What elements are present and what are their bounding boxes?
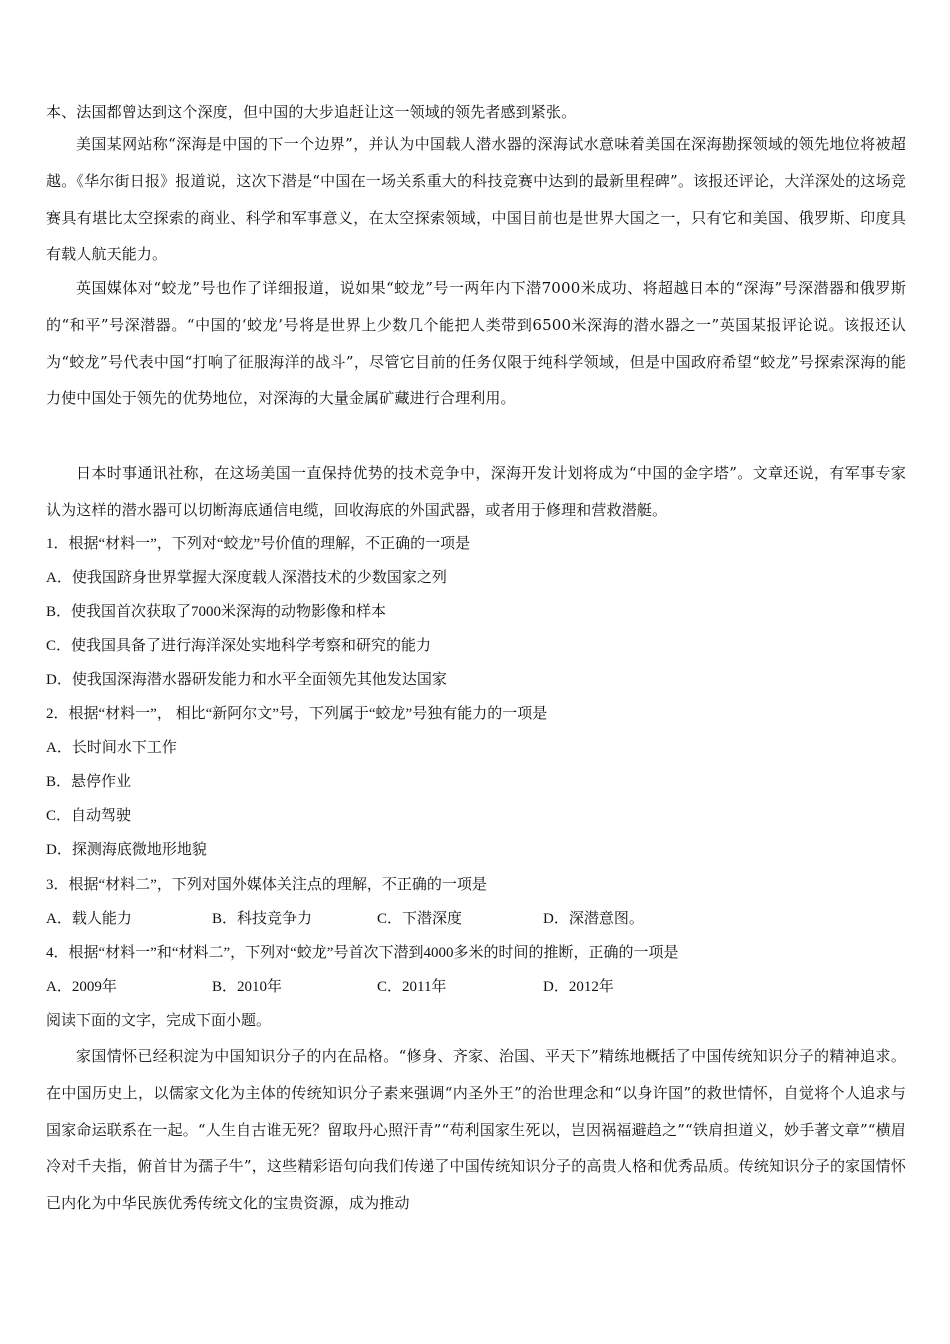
question-4-option-c[interactable]: C．2011年 <box>377 979 447 995</box>
question-4-stem: 4．根据“材料一”和“材料二”，下列对“蛟龙”号首次下潜到4000多米的时间的推断，正确的一项是 <box>46 945 679 961</box>
question-4-options <box>46 970 916 1004</box>
material-two-paragraph-0: 本、法国都曾达到这个深度，但中国的大步追赶让这一领域的领先者感到紧张。 <box>46 103 577 121</box>
question-3-option-b[interactable]: B．科技竞争力 <box>212 911 313 927</box>
question-3-stem: 3．根据“材料二”，下列对国外媒体关注点的理解，不正确的一项是 <box>46 877 487 893</box>
question-4-option-d[interactable]: D．2012年 <box>543 979 614 995</box>
reading-intro: 阅读下面的文字，完成下面小题。 <box>46 1013 272 1029</box>
question-1-option-b[interactable]: B．使我国首次获取了7000米深海的动物影像和样本 <box>46 604 387 620</box>
question-2-option-c[interactable]: C．自动驾驶 <box>46 808 132 824</box>
question-2-option-d[interactable]: D．探测海底微地形地貌 <box>46 842 207 858</box>
question-3-option-c[interactable]: C．下潜深度 <box>377 911 463 927</box>
material-two-paragraph-2: 英国媒体对“蛟龙”号也作了详细报道，说如果“蛟龙”号一两年内下潜7000米成功、将超越日本的“深海”号深潜器和俄罗斯的“和平”号深潜器。“中国的‘蛟龙’号将是世界上少数几个能把人类带到6500米深海的潜水器之一”英国某报评论说。该报还认为“蛟龙”号代表中国“打响了征服海洋的战斗”，尽管它目前的任务仅限于纯科学领域，但是中国政府希望“蛟龙”号探索深海的能力使中国处于领先的优势地位，对深海的大量金属矿藏进行合理利用。 <box>46 279 906 408</box>
question-2-stem: 2．根据“材料一”， 相比“新阿尔文”号，下列属于“蛟龙”号独有能力的一项是 <box>46 706 548 722</box>
passage-paragraph-1: 家国情怀已经积淀为中国知识分子的内在品格。“修身、齐家、治国、平天下”精练地概括了中国传统知识分子的精神追求。在中国历史上，以儒家文化为主体的传统知识分子素来强调“内圣外王”的治世理念和“以身许国”的救世情怀，自觉将个人追求与国家命运联系在一起。“人生自古谁无死？留取丹心照汗青”“苟利国家生死以，岂因祸福避趋之”“铁肩担道义，妙手著文章”“横眉冷对千夫指，俯首甘为孺子牛”，这些精彩语句向我们传递了中国传统知识分子的高贵人格和优秀品质。传统知识分子的家国情怀已内化为中华民族优秀传统文化的宝贵资源，成为推动 <box>46 1047 906 1213</box>
question-2-option-a[interactable]: A．长时间水下工作 <box>46 740 177 756</box>
question-2-option-b[interactable]: B．悬停作业 <box>46 774 132 790</box>
material-two-paragraph-3: 日本时事通讯社称，在这场美国一直保持优势的技术竞争中，深海开发计划将成为“中国的金字塔”。文章还说，有军事专家认为这样的潜水器可以切断海底通信电缆，回收海底的外国武器，或者用于修理和营救潜艇。 <box>46 464 906 519</box>
material-two-paragraph-1: 美国某网站称“深海是中国的下一个边界”，并认为中国载人潜水器的深海试水意味着美国在深海勘探领域的领先地位将被超越。《华尔街日报》报道说，这次下潜是“中国在一场关系重大的科技竞赛中达到的最新里程碑”。该报还评论，大洋深处的这场竞赛具有堪比太空探索的商业、科学和军事意义，在太空探索领域，中国目前也是世界大国之一，只有它和美国、俄罗斯、印度具有载人航天能力。 <box>46 135 906 264</box>
question-1-option-d[interactable]: D．使我国深海潜水器研发能力和水平全面领先其他发达国家 <box>46 672 447 688</box>
question-4-option-b[interactable]: B．2010年 <box>212 979 283 995</box>
question-3-option-a[interactable]: A．载人能力 <box>46 911 132 927</box>
question-1-stem: 1．根据“材料一”，下列对“蛟龙”号价值的理解，不正确的一项是 <box>46 536 471 552</box>
question-3-options <box>46 902 916 936</box>
question-1-option-a[interactable]: A．使我国跻身世界掌握大深度载人深潜技术的少数国家之列 <box>46 570 447 586</box>
question-3-option-d[interactable]: D．深潜意图。 <box>543 911 644 927</box>
question-4-option-a[interactable]: A．2009年 <box>46 979 117 995</box>
question-1-option-c[interactable]: C．使我国具备了进行海洋深处实地科学考察和研究的能力 <box>46 638 432 654</box>
